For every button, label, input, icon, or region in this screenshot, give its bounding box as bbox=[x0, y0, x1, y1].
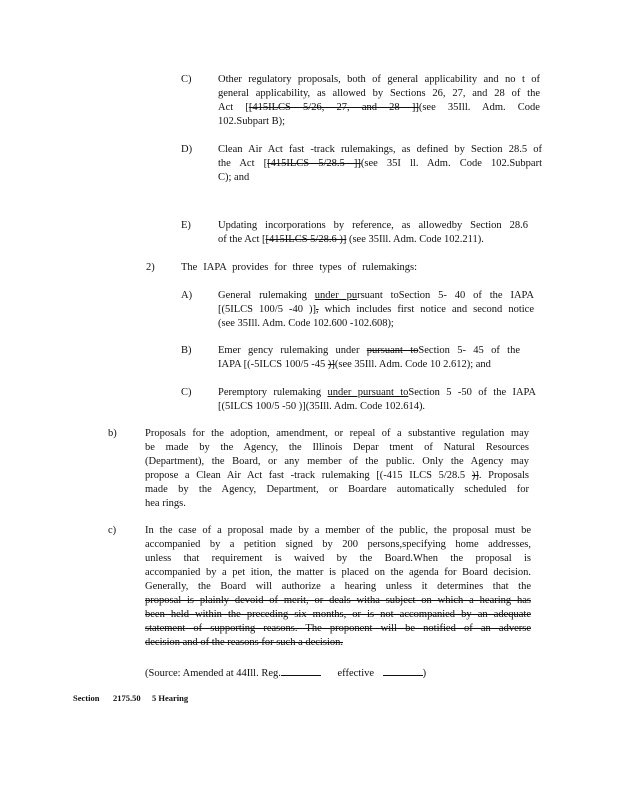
text-line bbox=[218, 358, 520, 371]
struck-text: [415ILCS 5/28.5 ]] bbox=[267, 158, 361, 169]
source-note bbox=[145, 665, 426, 680]
text-line bbox=[218, 317, 534, 330]
footer-section: Section bbox=[73, 693, 100, 703]
text-run: IAPA [(-5ILCS 100/5 -45 bbox=[218, 359, 328, 370]
text-run: Section 5- 45 of the bbox=[418, 345, 520, 356]
text-line bbox=[145, 622, 531, 635]
struck-text: pursuant to bbox=[366, 345, 419, 356]
text-run: of the Act [ bbox=[218, 234, 266, 245]
text-run: the Act [ bbox=[218, 158, 268, 169]
item-label: B) bbox=[181, 345, 192, 356]
text-line bbox=[145, 427, 529, 440]
text-line bbox=[145, 469, 529, 482]
item-label: 2) bbox=[146, 262, 155, 273]
text-line bbox=[218, 115, 540, 128]
struck-text: been held within the preceding six months, or is not accompanied by an adequate bbox=[145, 609, 531, 620]
text-line bbox=[145, 497, 529, 510]
text-run: (see 35Ill. Adm. Code 10 2.612); and bbox=[334, 359, 491, 370]
text-run: 102.Subpart B); bbox=[218, 116, 286, 127]
struck-text: , bbox=[315, 304, 319, 315]
struck-text: [415ILCS 5/26, 27, and 28 ]] bbox=[248, 102, 419, 113]
text-run: . Proposals bbox=[478, 470, 529, 481]
item-label: E) bbox=[181, 220, 191, 231]
text-run: (see 35Ill. Adm. Code 102.600 -102.608); bbox=[218, 318, 394, 329]
text-line bbox=[145, 566, 531, 579]
text-run: (see 35I ll. Adm. Code 102.Subpart bbox=[360, 158, 543, 169]
item-label: C) bbox=[181, 387, 192, 398]
text-run: Proposals for the adoption, amendment, or repeal of a substantive regulation may bbox=[145, 428, 529, 439]
struck-text: [415ILCS 5/28.6 )] bbox=[265, 234, 347, 245]
item-label: C) bbox=[181, 74, 192, 85]
text-line bbox=[145, 455, 529, 468]
text-run: Act [ bbox=[218, 102, 249, 113]
text-line bbox=[145, 608, 531, 621]
text-run: be made by the Agency, the Illinois Depar tment of Natural Resources bbox=[145, 442, 529, 453]
text-run: Clean Air Act fast -track rulemakings, as defined by Section 28.5 of bbox=[218, 144, 542, 155]
text-run: Section 5 -50 of the IAPA bbox=[408, 387, 536, 398]
text-run: (Department), the Board, or any member of the public. Only the Agency may bbox=[145, 456, 529, 467]
text-run: Updating incorporations by reference, as allowedby Section 28.6 bbox=[218, 220, 528, 231]
text-run: The IAPA provides for three types of rulemakings: bbox=[181, 262, 417, 273]
text-line bbox=[145, 538, 531, 551]
item-label: D) bbox=[181, 144, 193, 155]
item-label: A) bbox=[181, 290, 193, 301]
text-line bbox=[218, 171, 542, 184]
source-effective: effective bbox=[337, 668, 375, 679]
text-line bbox=[218, 143, 542, 156]
text-run: rsuant toSection 5- 40 of the IAPA bbox=[357, 290, 534, 301]
underlined-text: under pu bbox=[314, 290, 358, 301]
text-line bbox=[145, 636, 531, 649]
text-line bbox=[218, 386, 536, 399]
text-line bbox=[218, 157, 542, 170]
text-line bbox=[218, 303, 534, 316]
text-line bbox=[218, 101, 540, 114]
text-run: unless that requirement is waived by the Board.When the proposal is bbox=[145, 553, 531, 564]
item-label: b) bbox=[108, 428, 117, 439]
struck-text: proposal is plainly devoid of merit, or deals witha subject on which a hearing has bbox=[145, 595, 531, 606]
text-line bbox=[218, 233, 528, 246]
text-run: Emer gency rulemaking under bbox=[218, 345, 367, 356]
footer-number: 2175.50 bbox=[113, 693, 141, 703]
text-run: accompanied by a petition signed by 200 persons,specifying home addresses, bbox=[145, 539, 531, 550]
underlined-text: under pursuant to bbox=[327, 387, 409, 398]
text-run: C); and bbox=[218, 172, 250, 183]
text-line bbox=[218, 87, 540, 100]
text-run: General rulemaking bbox=[218, 290, 315, 301]
text-line bbox=[145, 552, 531, 565]
item-label: c) bbox=[108, 525, 117, 536]
text-run: (see 35Ill. Adm. Code bbox=[418, 102, 540, 113]
text-line bbox=[145, 594, 531, 607]
struck-text: )] bbox=[471, 470, 479, 481]
text-line bbox=[218, 73, 540, 86]
text-line bbox=[218, 289, 534, 302]
text-line bbox=[145, 524, 531, 537]
text-run: Generally, the Board will authorize a hearing unless it determines that the bbox=[145, 581, 531, 592]
text-run: Other regulatory proposals, both of general applicability and no t of bbox=[218, 74, 540, 85]
struck-text: decision and of the reasons for such a decision. bbox=[145, 637, 343, 648]
text-run: In the case of a proposal made by a member of the public, the proposal must be bbox=[145, 525, 531, 536]
text-run: propose a Clean Air Act fast -track rulemaking [(-415 ILCS 5/28.5 bbox=[145, 470, 472, 481]
text-run: accompanied by a pet ition, the matter is placed on the agenda for Board decision. bbox=[145, 567, 531, 578]
text-run: [(5ILCS 100/5 -50 )](35Ill. Adm. Code 102.614). bbox=[218, 401, 426, 412]
text-run: hea rings. bbox=[145, 498, 186, 509]
date-blank bbox=[281, 665, 321, 676]
text-line bbox=[145, 483, 529, 496]
text-line bbox=[145, 441, 529, 454]
text-line bbox=[145, 580, 531, 593]
footer-title: 5 Hearing bbox=[152, 693, 189, 703]
source-suffix: ) bbox=[422, 668, 427, 679]
text-run: general applicability, as allowed by Sections 26, 27, and 28 of the bbox=[218, 88, 540, 99]
text-line bbox=[218, 344, 520, 357]
source-prefix: (Source: Amended at 44Ill. Reg. bbox=[145, 668, 281, 679]
date-blank bbox=[383, 665, 423, 676]
text-run: (see 35Ill. Adm. Code 102.211). bbox=[346, 234, 484, 245]
text-line bbox=[218, 219, 528, 232]
text-line bbox=[218, 400, 536, 413]
text-run: Peremptory rulemaking bbox=[218, 387, 328, 398]
text-line bbox=[181, 261, 417, 274]
struck-text: statement of supporting reasons. The proponent will be notified of an adverse bbox=[145, 623, 531, 634]
text-run: [(5ILCS 100/5 -40 )] bbox=[218, 304, 316, 315]
text-run: made by the Agency, Department, or Boardare automatically scheduled for bbox=[145, 484, 529, 495]
struck-text: )] bbox=[327, 359, 335, 370]
text-run: which includes first notice and second notice bbox=[318, 304, 534, 315]
